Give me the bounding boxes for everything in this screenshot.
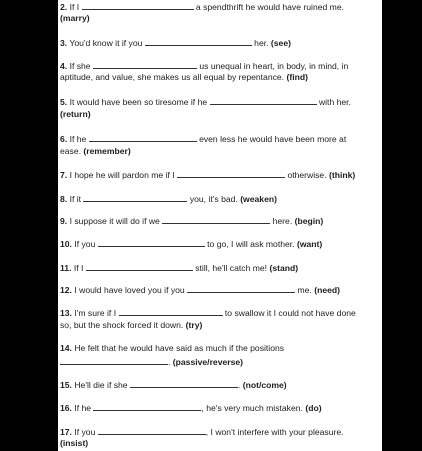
verb-hint: (see) bbox=[270, 38, 291, 48]
exercise-item-5 bbox=[60, 96, 351, 108]
exercise-item-3 bbox=[60, 37, 291, 49]
item-number: 9. bbox=[60, 216, 68, 226]
answer-blank[interactable] bbox=[187, 284, 295, 293]
sentence-start: If she bbox=[69, 61, 91, 71]
answer-blank[interactable] bbox=[119, 307, 223, 316]
sentence-start: If I bbox=[69, 2, 80, 12]
verb-hint: (weaken) bbox=[240, 194, 277, 204]
item-number: 10. bbox=[60, 239, 72, 249]
sentence-end: you, it's bad. bbox=[189, 194, 238, 204]
answer-blank[interactable] bbox=[86, 262, 193, 271]
sentence-start: If you bbox=[74, 427, 96, 437]
item-number: 15. bbox=[60, 380, 72, 390]
sentence-end: , he's very much mistaken. bbox=[201, 403, 303, 413]
sentence-start: He'll die if she bbox=[74, 380, 128, 390]
verb-hint: (stand) bbox=[269, 263, 299, 273]
sentence-end: still, he'll catch me! bbox=[195, 263, 268, 273]
exercise-item-6-line2 bbox=[60, 146, 131, 157]
sentence-end: otherwise. bbox=[287, 170, 327, 180]
exercise-item-11 bbox=[60, 262, 298, 274]
sentence-end: me. bbox=[297, 285, 312, 295]
dark-edge-right bbox=[382, 0, 422, 451]
exercise-item-4 bbox=[60, 60, 348, 72]
answer-blank[interactable] bbox=[93, 60, 197, 69]
sentence-end: with her. bbox=[318, 97, 351, 107]
exercise-item-13-line2 bbox=[60, 320, 202, 331]
sentence-start: You'd know it if you bbox=[69, 38, 143, 48]
item-number: 3. bbox=[60, 38, 68, 48]
verb-hint: (not/come) bbox=[242, 380, 287, 390]
answer-blank[interactable] bbox=[210, 96, 317, 105]
verb-hint: (try) bbox=[185, 320, 203, 330]
sentence-end: to swallow it I could not have done bbox=[224, 308, 356, 318]
item-number: 17. bbox=[60, 427, 72, 437]
item-number: 12. bbox=[60, 285, 72, 295]
verb-hint: (insist) bbox=[60, 438, 89, 448]
sentence-start: If you bbox=[74, 239, 96, 249]
item-number: 13. bbox=[60, 308, 72, 318]
item-number: 11. bbox=[60, 263, 72, 273]
sentence-end: , I won't interfere with your pleasure. bbox=[205, 427, 344, 437]
verb-hint: (return) bbox=[60, 109, 91, 119]
exercise-item-8 bbox=[60, 193, 277, 205]
exercise-item-7 bbox=[60, 169, 355, 181]
exercise-item-5-line2 bbox=[60, 109, 91, 120]
sentence-end: . bbox=[237, 380, 241, 390]
exercise-item-17-line2 bbox=[60, 438, 88, 449]
sentence-end: . bbox=[168, 357, 171, 367]
verb-hint: (want) bbox=[296, 239, 323, 249]
answer-blank[interactable] bbox=[162, 215, 270, 224]
item-number: 7. bbox=[60, 170, 68, 180]
verb-hint: (find) bbox=[286, 72, 308, 82]
exercise-item-14-line2 bbox=[60, 356, 243, 368]
answer-blank[interactable] bbox=[130, 379, 241, 390]
sentence-start: If I bbox=[73, 263, 84, 273]
sentence-start: It would have been so tiresome if he bbox=[69, 97, 208, 107]
answer-blank[interactable] bbox=[89, 133, 197, 142]
verb-hint: (begin) bbox=[294, 216, 324, 226]
item-number: 8. bbox=[60, 194, 68, 204]
sentence-end: her. bbox=[254, 38, 269, 48]
verb-hint: (do) bbox=[305, 403, 322, 413]
sentence-start: If he bbox=[69, 134, 87, 144]
verb-hint: (remember) bbox=[83, 146, 131, 156]
exercise-item-12 bbox=[60, 284, 340, 296]
answer-blank[interactable] bbox=[60, 356, 171, 367]
item-number: 6. bbox=[60, 134, 68, 144]
exercise-item-9 bbox=[60, 215, 323, 227]
exercise-item-17 bbox=[60, 426, 344, 438]
answer-blank[interactable] bbox=[145, 37, 252, 46]
item-number: 14. bbox=[60, 343, 72, 353]
sentence-end: us unequal in heart, in body, in mind, in bbox=[199, 61, 349, 71]
sentence-start: I'm sure if I bbox=[74, 308, 117, 318]
sentence-start: If it bbox=[69, 194, 82, 204]
exercise-item-15 bbox=[60, 379, 287, 391]
sentence-end: here. bbox=[272, 216, 293, 226]
sentence-start: I hope he will pardon me if I bbox=[69, 170, 175, 180]
exercise-item-16 bbox=[60, 402, 322, 414]
item-number: 2. bbox=[60, 2, 68, 12]
answer-blank[interactable] bbox=[98, 426, 206, 435]
sentence-start: He felt that he would have said as much if the positions bbox=[74, 343, 285, 353]
verb-hint: (passive/reverse) bbox=[172, 357, 244, 367]
sentence-continuation: aptitude, and value, she makes us all equal by repentance. bbox=[60, 72, 285, 82]
exercise-item-13 bbox=[60, 307, 356, 319]
item-number: 5. bbox=[60, 97, 68, 107]
answer-blank[interactable] bbox=[82, 1, 194, 10]
sentence-end: even less he would have been more at bbox=[199, 134, 347, 144]
sentence-continuation: so, but the shock forced it down. bbox=[60, 320, 184, 330]
sentence-start: If he bbox=[74, 403, 92, 413]
item-number: 16. bbox=[60, 403, 72, 413]
answer-blank[interactable] bbox=[98, 238, 205, 247]
exercise-item-2-line2 bbox=[60, 13, 90, 24]
item-number: 4. bbox=[60, 61, 68, 71]
sentence-continuation: ease. bbox=[60, 146, 82, 156]
exercise-item-6 bbox=[60, 133, 346, 145]
sentence-start: I would have loved you if you bbox=[74, 285, 185, 295]
verb-hint: (think) bbox=[329, 170, 356, 180]
sentence-start: I suppose it will do if we bbox=[69, 216, 160, 226]
answer-blank[interactable] bbox=[93, 402, 201, 411]
verb-hint: (need) bbox=[314, 285, 340, 295]
verb-hint: (marry) bbox=[60, 13, 90, 23]
dark-edge-left bbox=[0, 0, 58, 451]
answer-blank[interactable] bbox=[83, 193, 187, 202]
sentence-end: to go, I will ask mother. bbox=[207, 239, 295, 249]
exercise-item-2 bbox=[60, 1, 344, 13]
exercise-item-4-line2 bbox=[60, 72, 308, 83]
exercise-item-14 bbox=[60, 343, 284, 354]
sentence-end: a spendthrift he would have ruined me. bbox=[195, 2, 345, 12]
answer-blank[interactable] bbox=[177, 169, 285, 178]
exercise-item-10 bbox=[60, 238, 322, 250]
